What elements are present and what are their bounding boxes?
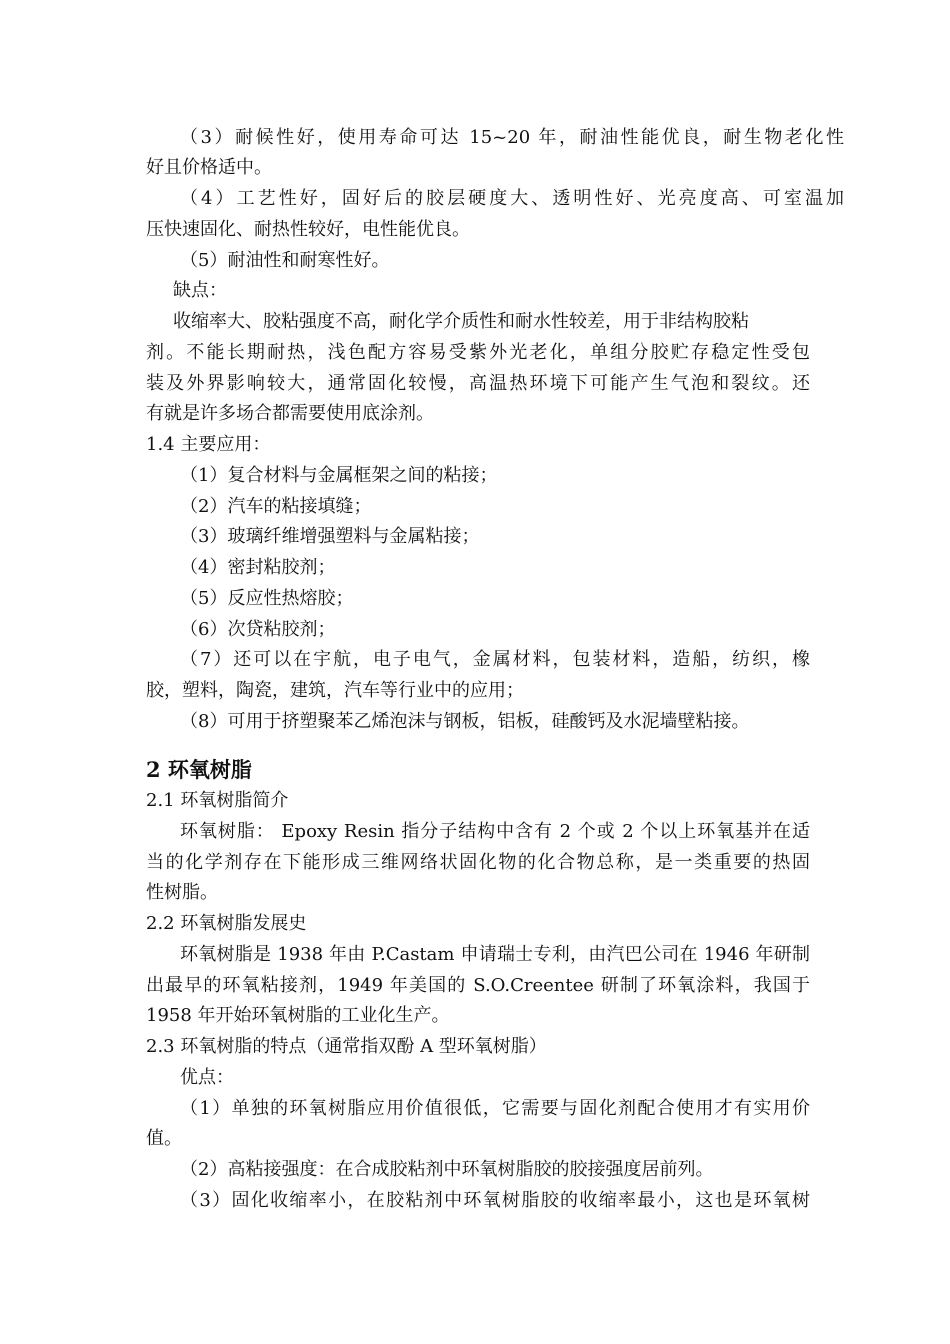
section-heading: 2.3 环氧树脂的特点（通常指双酚 A 型环氧树脂） (146, 1036, 547, 1057)
text-line: 当的化学剂存在下能形成三维网络状固化物的化合物总称，是一类重要的热固 (146, 852, 810, 873)
section-heading: 1.4 主要应用： (146, 434, 271, 455)
section-heading: 2.1 环氧树脂简介 (146, 790, 289, 811)
text-line: 环氧树脂是 1938 年由 P.Castam 申请瑞士专利，由汽巴公司在 1946 年研制 (180, 944, 810, 965)
list-item: （1）复合材料与金属框架之间的粘接； (180, 465, 498, 486)
list-item: （8）可用于挤塑聚苯乙烯泡沫与钢板，铝板，硅酸钙及水泥墙壁粘接。 (180, 711, 750, 732)
text-line: 压快速固化、耐热性较好，电性能优良。 (146, 219, 470, 240)
text-line: 胶，塑料，陶瓷，建筑，汽车等行业中的应用； (146, 680, 524, 701)
text-line: 优点： (180, 1067, 234, 1088)
text-line: （5）耐油性和耐寒性好。 (180, 250, 390, 271)
text-line: 缺点： (173, 280, 227, 301)
text-line: 性树脂。 (146, 882, 218, 903)
list-item: （1）单独的环氧树脂应用价值很低，它需要与固化剂配合使用才有实用价 (180, 1098, 810, 1119)
text-line: 1958 年开始环氧树脂的工业化生产。 (146, 1005, 450, 1026)
text-line: 有就是许多场合都需要使用底涂剂。 (146, 403, 434, 424)
list-item: （2）汽车的粘接填缝； (180, 496, 372, 517)
list-item: （6）次贷粘胶剂； (180, 619, 336, 640)
section-heading: 2.2 环氧树脂发展史 (146, 913, 307, 934)
text-line: 装及外界影响较大，通常固化较慢，高温热环境下可能产生气泡和裂纹。还 (146, 373, 810, 394)
list-item: （7）还可以在宇航，电子电气，金属材料，包装材料，造船，纺织，橡 (180, 649, 810, 670)
list-item: （3）玻璃纤维增强塑料与金属粘接； (180, 526, 480, 547)
text-line: 好且价格适中。 (146, 157, 272, 178)
text-line: 环氧树脂： Epoxy Resin 指分子结构中含有 2 个或 2 个以上环氧基并在适 (180, 821, 810, 842)
text-line: （4）工艺性好，固好后的胶层硬度大、透明性好、光亮度高、可室温加 (180, 188, 844, 209)
text-line: 剂。不能长期耐热，浅色配方容易受紫外光老化，单组分胶贮存稳定性受包 (146, 342, 810, 363)
list-item: （2）高粘接强度：在合成胶粘剂中环氧树脂胶的胶接强度居前列。 (180, 1159, 714, 1180)
text-line: 出最早的环氧粘接剂，1949 年美国的 S.O.Creentee 研制了环氧涂料，我国于 (146, 975, 810, 996)
text-line: 值。 (146, 1128, 182, 1149)
text-line: （3）耐候性好，使用寿命可达 15~20 年，耐油性能优良，耐生物老化性 (180, 127, 844, 148)
chapter-heading: 2 环氧树脂 (146, 757, 252, 782)
list-item: （4）密封粘胶剂； (180, 557, 336, 578)
list-item: （3）固化收缩率小，在胶粘剂中环氧树脂胶的收缩率最小，这也是环氧树 (180, 1190, 810, 1211)
text-line: 收缩率大、胶粘强度不高，耐化学介质性和耐水性较差，用于非结构胶粘 (173, 311, 749, 332)
list-item: （5）反应性热熔胶； (180, 588, 354, 609)
